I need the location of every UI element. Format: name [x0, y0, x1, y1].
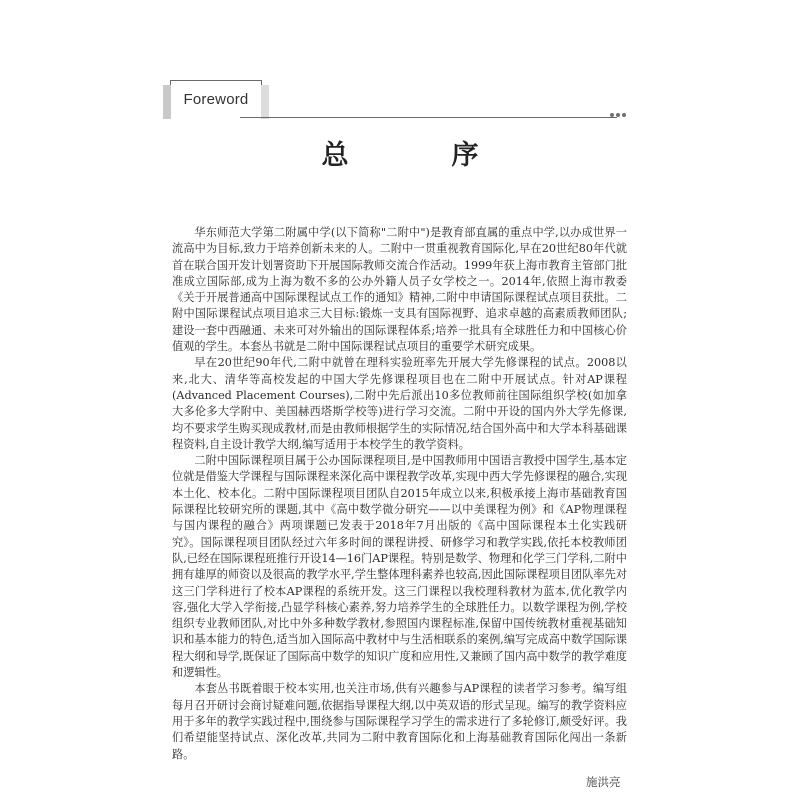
paragraph-4: 本套丛书既着眼于校本实用,也关注市场,供有兴趣参与AP课程的读者学习参考。编写组每月召开研讨会商讨疑难问题,依据指导课程大纲,以中英双语的形式呈现。编写的教学资料应用于多年的教学实践过程中,围绕参与国际课程学习学生的需求进行了多轮修订,颇受好评。我们希望能坚持试点、深化改革,共同为二附中教育国际化和上海基础教育国际化闯出一条新路。 [172, 682, 627, 761]
paragraph-1: 华东师范大学第二附属中学(以下简称"二附中")是教育部直属的重点中学,以办成世界一流高中为目标,致力于培养创新未来的人。二附中一贯重视教育国际化,早在20世纪80年代就首在联合国开发计划署资助下开展国际教师交流合作活动。1999年获上海市教育主管部门批准成立国际部,成为上海为数不多的公办外籍人员子女学校之一。2014年,依照上海市教委《关于开展普通高中国际课程试点工作的通知》精神,二附中申请国际课程试点项目获批。二附中国际课程试点项目追求三大目标:锻炼一支具有国际视野、追求卓越的高素质教师团队;建设一套中西融通、未来可对外输出的国际课程体系;培养一批具有全球胜任力和中国核心价值观的学生。本套丛书就是二附中国际课程试点项目的重要学术研究成果。 [172, 226, 627, 354]
ornament-dot [610, 113, 614, 117]
author-signature: 施洪亮 [586, 775, 621, 789]
header-dots-ornament [610, 113, 626, 117]
paragraph-3: 二附中国际课程项目属于公办国际课程项目,是中国教师用中国语言教授中国学生,基本定位就是借鉴大学课程与国际课程来深化高中课程教学改革,实现中西大学先修课程的融合,实现本土化、校本化。二附中国际课程项目团队自2015年成立以来,积极承接上海市基础教育国际课程比较研究所的课题,其中《高中数学微分研究——以中美课程为例》和《AP物理课程与国内课程的融合》两项课题已发表于2018年7月出版的《高中国际课程本土化实践研究》。国际课程项目团队经过六年多时间的课程讲授、研修学习和教学实践,依托本校教师团队,已经在国际课程班推行开设14—16门AP课程。特别是数学、物理和化学三门学科,二附中拥有雄厚的师资以及很高的教学水平,学生整体理科素养也较高,因此国际课程项目团队率先对这三门学科进行了校本AP课程的系统开发。这三门课程以我校理科教材为蓝本,优化教学内容,强化大学入学衔接,凸显学科核心素养,努力培养学生的全球胜任力。以数学课程为例,学校组织专业教师团队,对比中外多种数学教材,参照国内课程标准,保留中国传统教材重视基础知识和基本能力的特色,适当加入国际高中教材中与生活相联系的案例,编写完成高中数学国际课程大纲和导学,既保证了国际高中数学的知识广度和应用性,又兼顾了国内高中数学的教学难度和逻辑性。 [172, 454, 627, 680]
paragraph-2: 早在20世纪90年代,二附中就曾在理科实验班率先开展大学先修课程的试点。2008以来,北大、清华等高校发起的中国大学先修课程项目也在二附中开展试点。针对AP课程(Advanced Placement Courses),二附中先后派出10多位教师前往国际组织学校(如加拿大多伦多大学附中、美国赫西塔斯学校等)进行学习交流。二附中开设的国内外大学先修课,均不要求学生购买现成教材,而是由教师根据学生的实际情况,结合国外高中和大学本科基础课程资料,自主设计教学大纲,编写适用于本校学生的教学资料。 [172, 356, 627, 451]
ornament-dot [616, 113, 620, 117]
foreword-tab [170, 80, 262, 118]
header-rule [240, 117, 617, 118]
tab-shadow-right [261, 85, 269, 119]
foreword-label: Foreword [183, 91, 249, 108]
foreword-body [172, 225, 627, 763]
page-title: 总 序 [321, 140, 517, 171]
ornament-dot [622, 113, 626, 117]
tab-shadow-left [163, 85, 171, 119]
